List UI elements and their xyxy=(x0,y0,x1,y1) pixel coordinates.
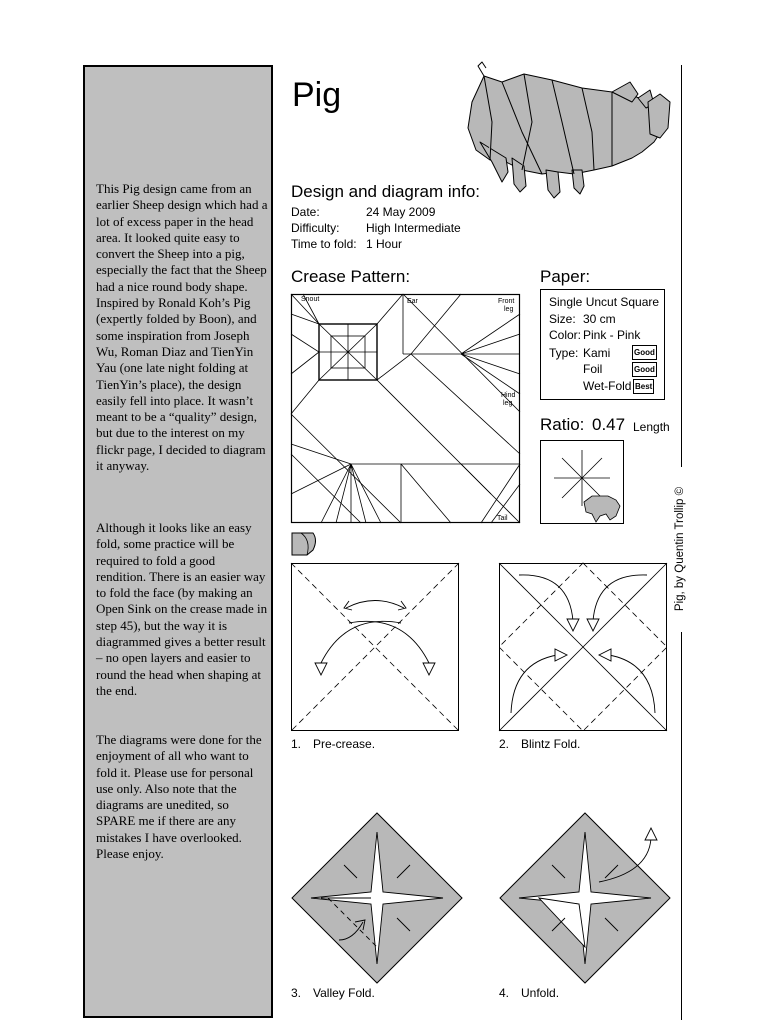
right-rule-bottom xyxy=(681,632,682,1020)
paper-size-value: 30 cm xyxy=(583,312,616,326)
wetfold-rating-badge: Best xyxy=(633,379,654,394)
paper-line1: Single Uncut Square xyxy=(549,295,660,309)
difficulty-label: Difficulty: xyxy=(291,221,340,235)
step1-number: 1. xyxy=(291,737,302,751)
paper-info-box xyxy=(540,289,665,400)
step4-label: Unfold. xyxy=(521,986,560,1000)
label-snout: Snout xyxy=(301,296,320,303)
step2-label: Blintz Fold. xyxy=(521,737,581,751)
right-rule-top xyxy=(681,65,682,467)
label-hind: Hind xyxy=(501,392,516,399)
paper-heading: Paper: xyxy=(540,267,591,286)
paper-color-swatch-icon xyxy=(291,532,319,556)
label-hind-leg: leg xyxy=(503,400,513,407)
time-value: 1 Hour xyxy=(366,237,403,251)
date-value: 24 May 2009 xyxy=(366,205,436,219)
crease-pattern-heading: Crease Pattern: xyxy=(291,267,411,286)
intro-paragraph-2: Although it looks like an easy fold, some practice will be required to fold a good rendition. There is an easier way to fold the face (by making an Open Sink on the crease made in step 45), but the way it is diagrammed gives a better result – no open layers and easier to round the head when shaping at the end. xyxy=(96,520,268,698)
step3-label: Valley Fold. xyxy=(313,986,375,1000)
intro-paragraph-3: The diagrams were done for the enjoyment of all who want to fold it. Please use for personal use only. Also note that the diagrams are unedited, so SPARE me if there are any mistakes I have overlooked. Please enjoy. xyxy=(96,732,262,862)
paper-color-label: Color: xyxy=(549,328,582,342)
paper-foil: Foil xyxy=(583,362,603,376)
design-info-heading: Design and diagram info: xyxy=(291,182,481,201)
author-byline xyxy=(674,487,686,611)
page-title: Pig xyxy=(292,76,342,114)
ratio-label: Ratio: xyxy=(540,415,585,434)
step4-diagram xyxy=(499,812,671,984)
date-label: Date: xyxy=(291,205,320,219)
foil-rating-badge: Good xyxy=(632,362,657,377)
crease-pattern-diagram xyxy=(291,294,521,524)
step2-number: 2. xyxy=(499,737,510,751)
label-ear: Ear xyxy=(407,298,418,305)
kami-rating-badge: Good xyxy=(632,345,657,360)
label-front: Front xyxy=(498,298,515,305)
paper-color-value: Pink - Pink xyxy=(583,328,641,342)
step1-label: Pre-crease. xyxy=(313,737,376,751)
step2-caption xyxy=(499,737,580,751)
copyright-icon: © xyxy=(674,486,686,496)
step4-caption xyxy=(499,986,559,1000)
ratio-value: 0.47 xyxy=(592,415,626,434)
paper-kami: Kami xyxy=(583,346,611,360)
step3-diagram xyxy=(291,812,463,984)
pig-illustration xyxy=(462,62,672,202)
step3-caption xyxy=(291,986,375,1000)
step4-number: 4. xyxy=(499,986,510,1000)
step1-diagram xyxy=(291,563,461,733)
ratio-unit: Length xyxy=(633,420,670,434)
label-front-leg: leg xyxy=(504,306,514,313)
label-tail: Tail xyxy=(497,515,508,522)
paper-type-label: Type: xyxy=(549,346,579,360)
step2-diagram xyxy=(499,563,669,733)
intro-sidebar xyxy=(83,65,273,1018)
intro-paragraph-1: This Pig design came from an earlier Sheep design which had a lot of excess paper in the head area. It looked quite easy to convert the Sheep into a pig, especially the fact that the Sheep had a nice round body shape. Inspired by Ronald Koh’s Pig (expertly folded by Boon), and some inspiration from Joseph Wu, Roman Diaz and TienYin Yau (one late night folding at TienYin’s place), the design easily fell into place. It wasn’t meant to be a “quality” design, but due to the interest on my flickr page, I decided to diagram it anyway. xyxy=(96,181,268,474)
ratio-diagram xyxy=(540,440,625,525)
byline-text: Pig, by Quentin Trollip xyxy=(674,498,686,612)
step3-number: 3. xyxy=(291,986,302,1000)
time-label: Time to fold: xyxy=(291,237,357,251)
paper-size-label: Size: xyxy=(549,312,576,326)
paper-wetfold: Wet-Fold xyxy=(583,379,632,393)
difficulty-value: High Intermediate xyxy=(366,221,461,235)
step1-caption xyxy=(291,737,375,751)
